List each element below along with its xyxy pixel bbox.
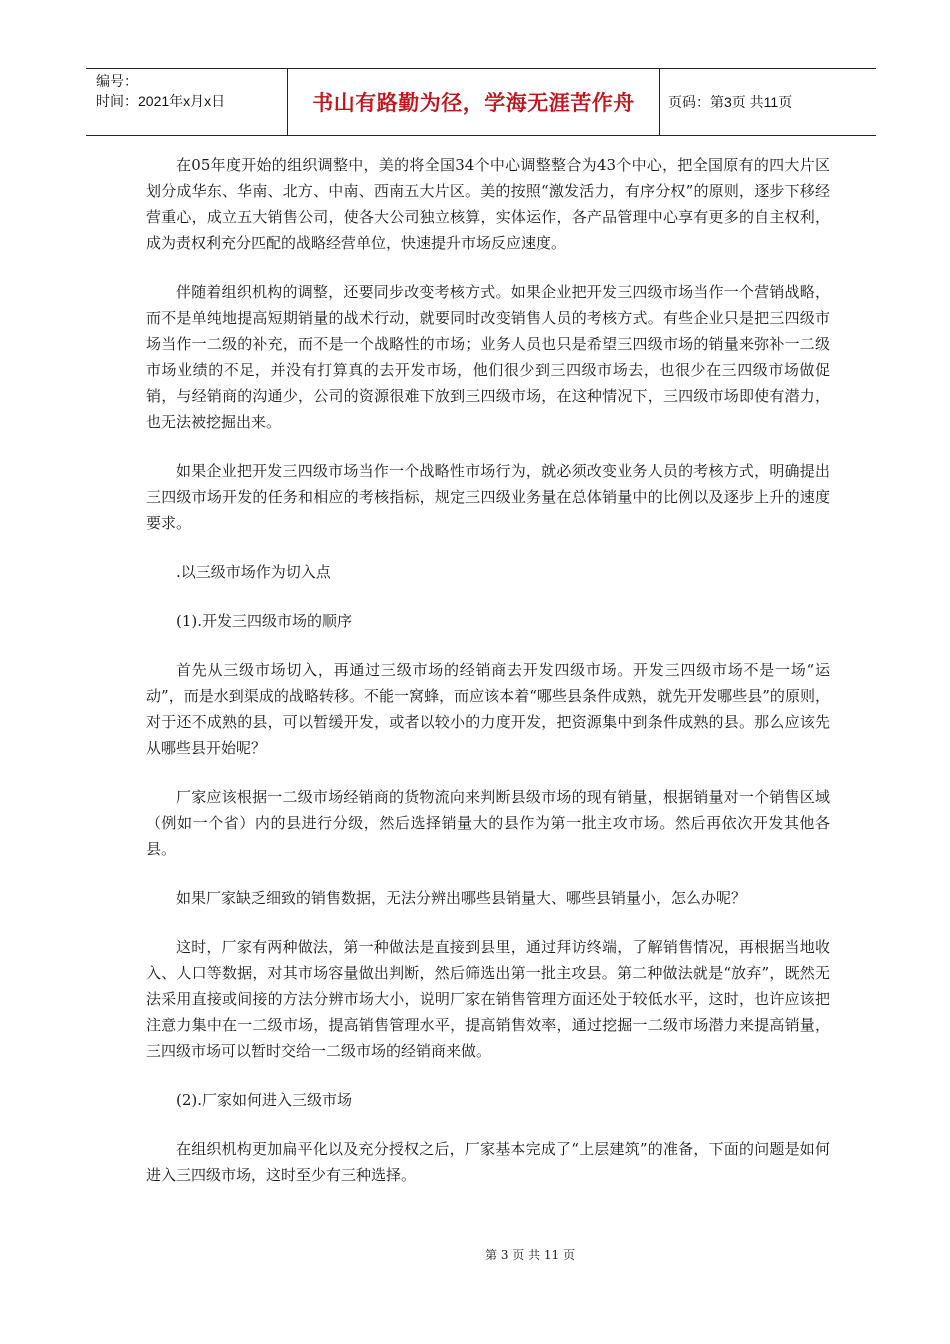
header-meta (86, 69, 288, 135)
document-body (146, 152, 830, 1211)
page-footer: 第 3 页 共 11 页 (485, 1248, 575, 1262)
paragraph: 这时，厂家有两种做法，第一种做法是直接到县里，通过拜访终端，了解销售情况，再根据当地收入、人口等数据，对其市场容量做出判断，然后筛选出第一批主攻县。第二种做法就是“放弃”，既然无法采用直接或间接的方法分辨市场大小，说明厂家在销售管理方面还处于较低水平，这时，也许应该把注意力集中在一二级市场，提高销售管理水平，提高销售效率，通过挖掘一二级市场潜力来提高销量，三四级市场可以暂时交给一二级市场的经销商来做。 (146, 938, 830, 1060)
paragraph: 在05年度开始的组织调整中，美的将全国34个中心调整整合为43个中心，把全国原有的四大片区划分成华东、华南、北方、中南、西南五大片区。美的按照“激发活力，有序分权”的原则，逐步下移经营重心，成立五大销售公司，使各大公司独立核算，实体运作，各产品管理中心享有更多的自主权利，成为责权利充分匹配的战略经营单位，快速提升市场反应速度。 (146, 156, 830, 252)
paragraph: 如果厂家缺乏细致的销售数据，无法分辨出哪些县销量大、哪些县销量小，怎么办呢？ (176, 889, 747, 907)
subsection-heading: (2).厂家如何进入三级市场 (176, 1091, 353, 1109)
header-motto: 书山有路勤为径，学海无涯苦作舟 (288, 69, 660, 135)
subsection-heading: (1).开发三四级市场的顺序 (176, 612, 353, 630)
document-number: 编号： (96, 73, 138, 89)
paragraph: 厂家应该根据一二级市场经销商的货物流向来判断县级市场的现有销量，根据销量对一个销售区域（例如一个省）内的县进行分级，然后选择销量大的县作为第一批主攻市场。然后再依次开发其他各县。 (146, 788, 830, 858)
paragraph: 伴随着组织机构的调整，还要同步改变考核方式。如果企业把开发三四级市场当作一个营销战略，而不是单纯地提高短期销量的战术行动，就要同时改变销售人员的考核方式。有些企业只是把三四级市场当作一二级的补充，而不是一个战略性的市场；业务人员也只是希望三四级市场的销量来弥补一二级市场业绩的不足，并没有打算真的去开发市场，他们很少到三四级市场去，也很少在三四级市场做促销，与经销商的沟通少，公司的资源很难下放到三四级市场，在这种情况下，三四级市场即使有潜力，也无法被挖掘出来。 (146, 283, 830, 431)
page-header (86, 68, 876, 136)
document-time: 时间：2021年x月x日 (96, 93, 226, 109)
section-heading: .以三级市场作为切入点 (176, 563, 331, 581)
paragraph: 首先从三级市场切入，再通过三级市场的经销商去开发四级市场。开发三四级市场不是一场“运动”，而是水到渠成的战略转移。不能一窝蜂，而应该本着“哪些县条件成熟，就先开发哪些县”的原则，对于还不成熟的县，可以暂缓开发，或者以较小的力度开发，把资源集中到条件成熟的县。那么应该先从哪些县开始呢？ (146, 661, 830, 757)
header-page-number: 页码：第3页 共11页 (668, 94, 793, 110)
paragraph: 如果企业把开发三四级市场当作一个战略性市场行为，就必须改变业务人员的考核方式，明确提出三四级市场开发的任务和相应的考核指标，规定三四级业务量在总体销量中的比例以及逐步上升的速度要求。 (146, 462, 830, 532)
paragraph: 在组织机构更加扁平化以及充分授权之后，厂家基本完成了“上层建筑”的准备，下面的问题是如何进入三四级市场，这时至少有三种选择。 (146, 1140, 830, 1184)
